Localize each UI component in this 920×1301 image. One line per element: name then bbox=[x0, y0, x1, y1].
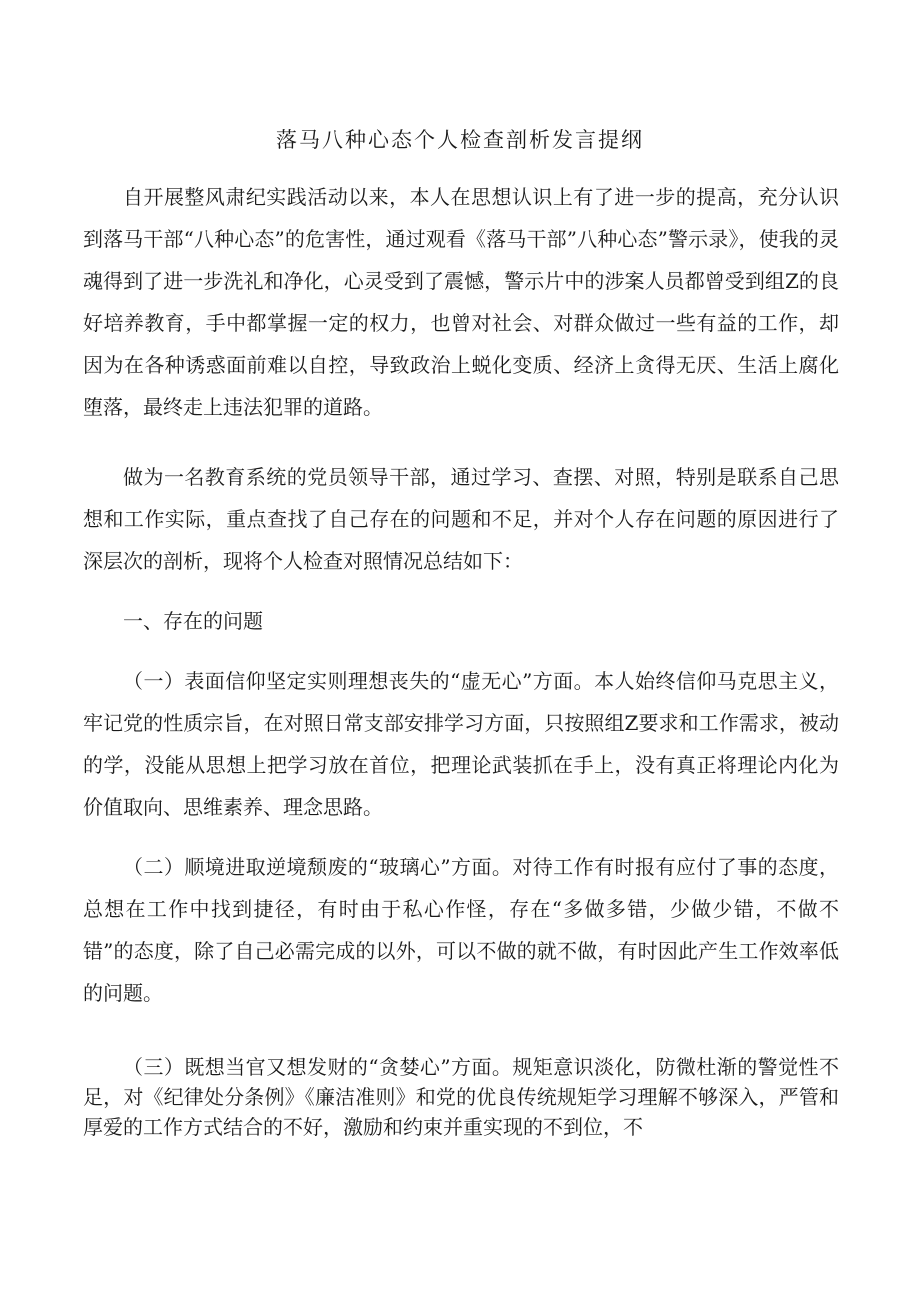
document-body bbox=[83, 176, 839, 1142]
document-title: 落马八种心态个人检查剖析发言提纲 bbox=[276, 128, 644, 152]
paragraph-problem-1: （一）表面信仰坚定实则理想丧失的“虚无心”方面。本人始终信仰马克思主义，牢记党的性质宗旨，在对照日常支部安排学习方面，只按照组Z要求和工作需求，被动的学，没能从思想上把学习放在首位，把理论武装抓在手上，没有真正将理论内化为价值取向、思维素养、理念思路。 bbox=[83, 669, 839, 819]
section-heading-problems: 一、存在的问题 bbox=[123, 609, 263, 633]
paragraph-intro: 自开展整风肃纪实践活动以来，本人在思想认识上有了进一步的提高，充分认识到落马干部“八种心态”的危害性，通过观看《落马干部”八种心态”警示录》，使我的灵魂得到了进一步洗礼和净化，心灵受到了震憾，警示片中的涉案人员都曾受到组Z的良好培养教育，手中都掌握一定的权力，也曾对社会、对群众做过一些有益的工作，却因为在各种诱惑面前难以自控，导致政治上蜕化变质、经济上贪得无厌、生活上腐化堕落，最终走上违法犯罪的道路。 bbox=[83, 185, 839, 419]
paragraph-self-review: 做为一名教育系统的党员领导干部，通过学习、查摆、对照，特别是联系自己思想和工作实际，重点查找了自己存在的问题和不足，并对个人存在问题的原因进行了深层次的剖析，现将个人检查对照情况总结如下： bbox=[83, 465, 839, 573]
paragraph-problem-2: （二）顺境进取逆境颓废的“玻璃心”方面。对待工作有时报有应付了事的态度，总想在工作中找到捷径，有时由于私心作怪，存在“多做多错，少做少错，不做不错”的态度，除了自己必需完成的以外，可以不做的就不做，有时因此产生工作效率低的问题。 bbox=[83, 855, 839, 1005]
paragraph-problem-3: （三）既想当官又想发财的“贪婪心”方面。规矩意识淡化，防微杜渐的警觉性不足，对《纪律处分条例》《廉洁准则》和党的优良传统规矩学习理解不够深入，严管和厚爱的工作方式结合的不好，激励和约束并重实现的不到位，不 bbox=[83, 1055, 839, 1139]
